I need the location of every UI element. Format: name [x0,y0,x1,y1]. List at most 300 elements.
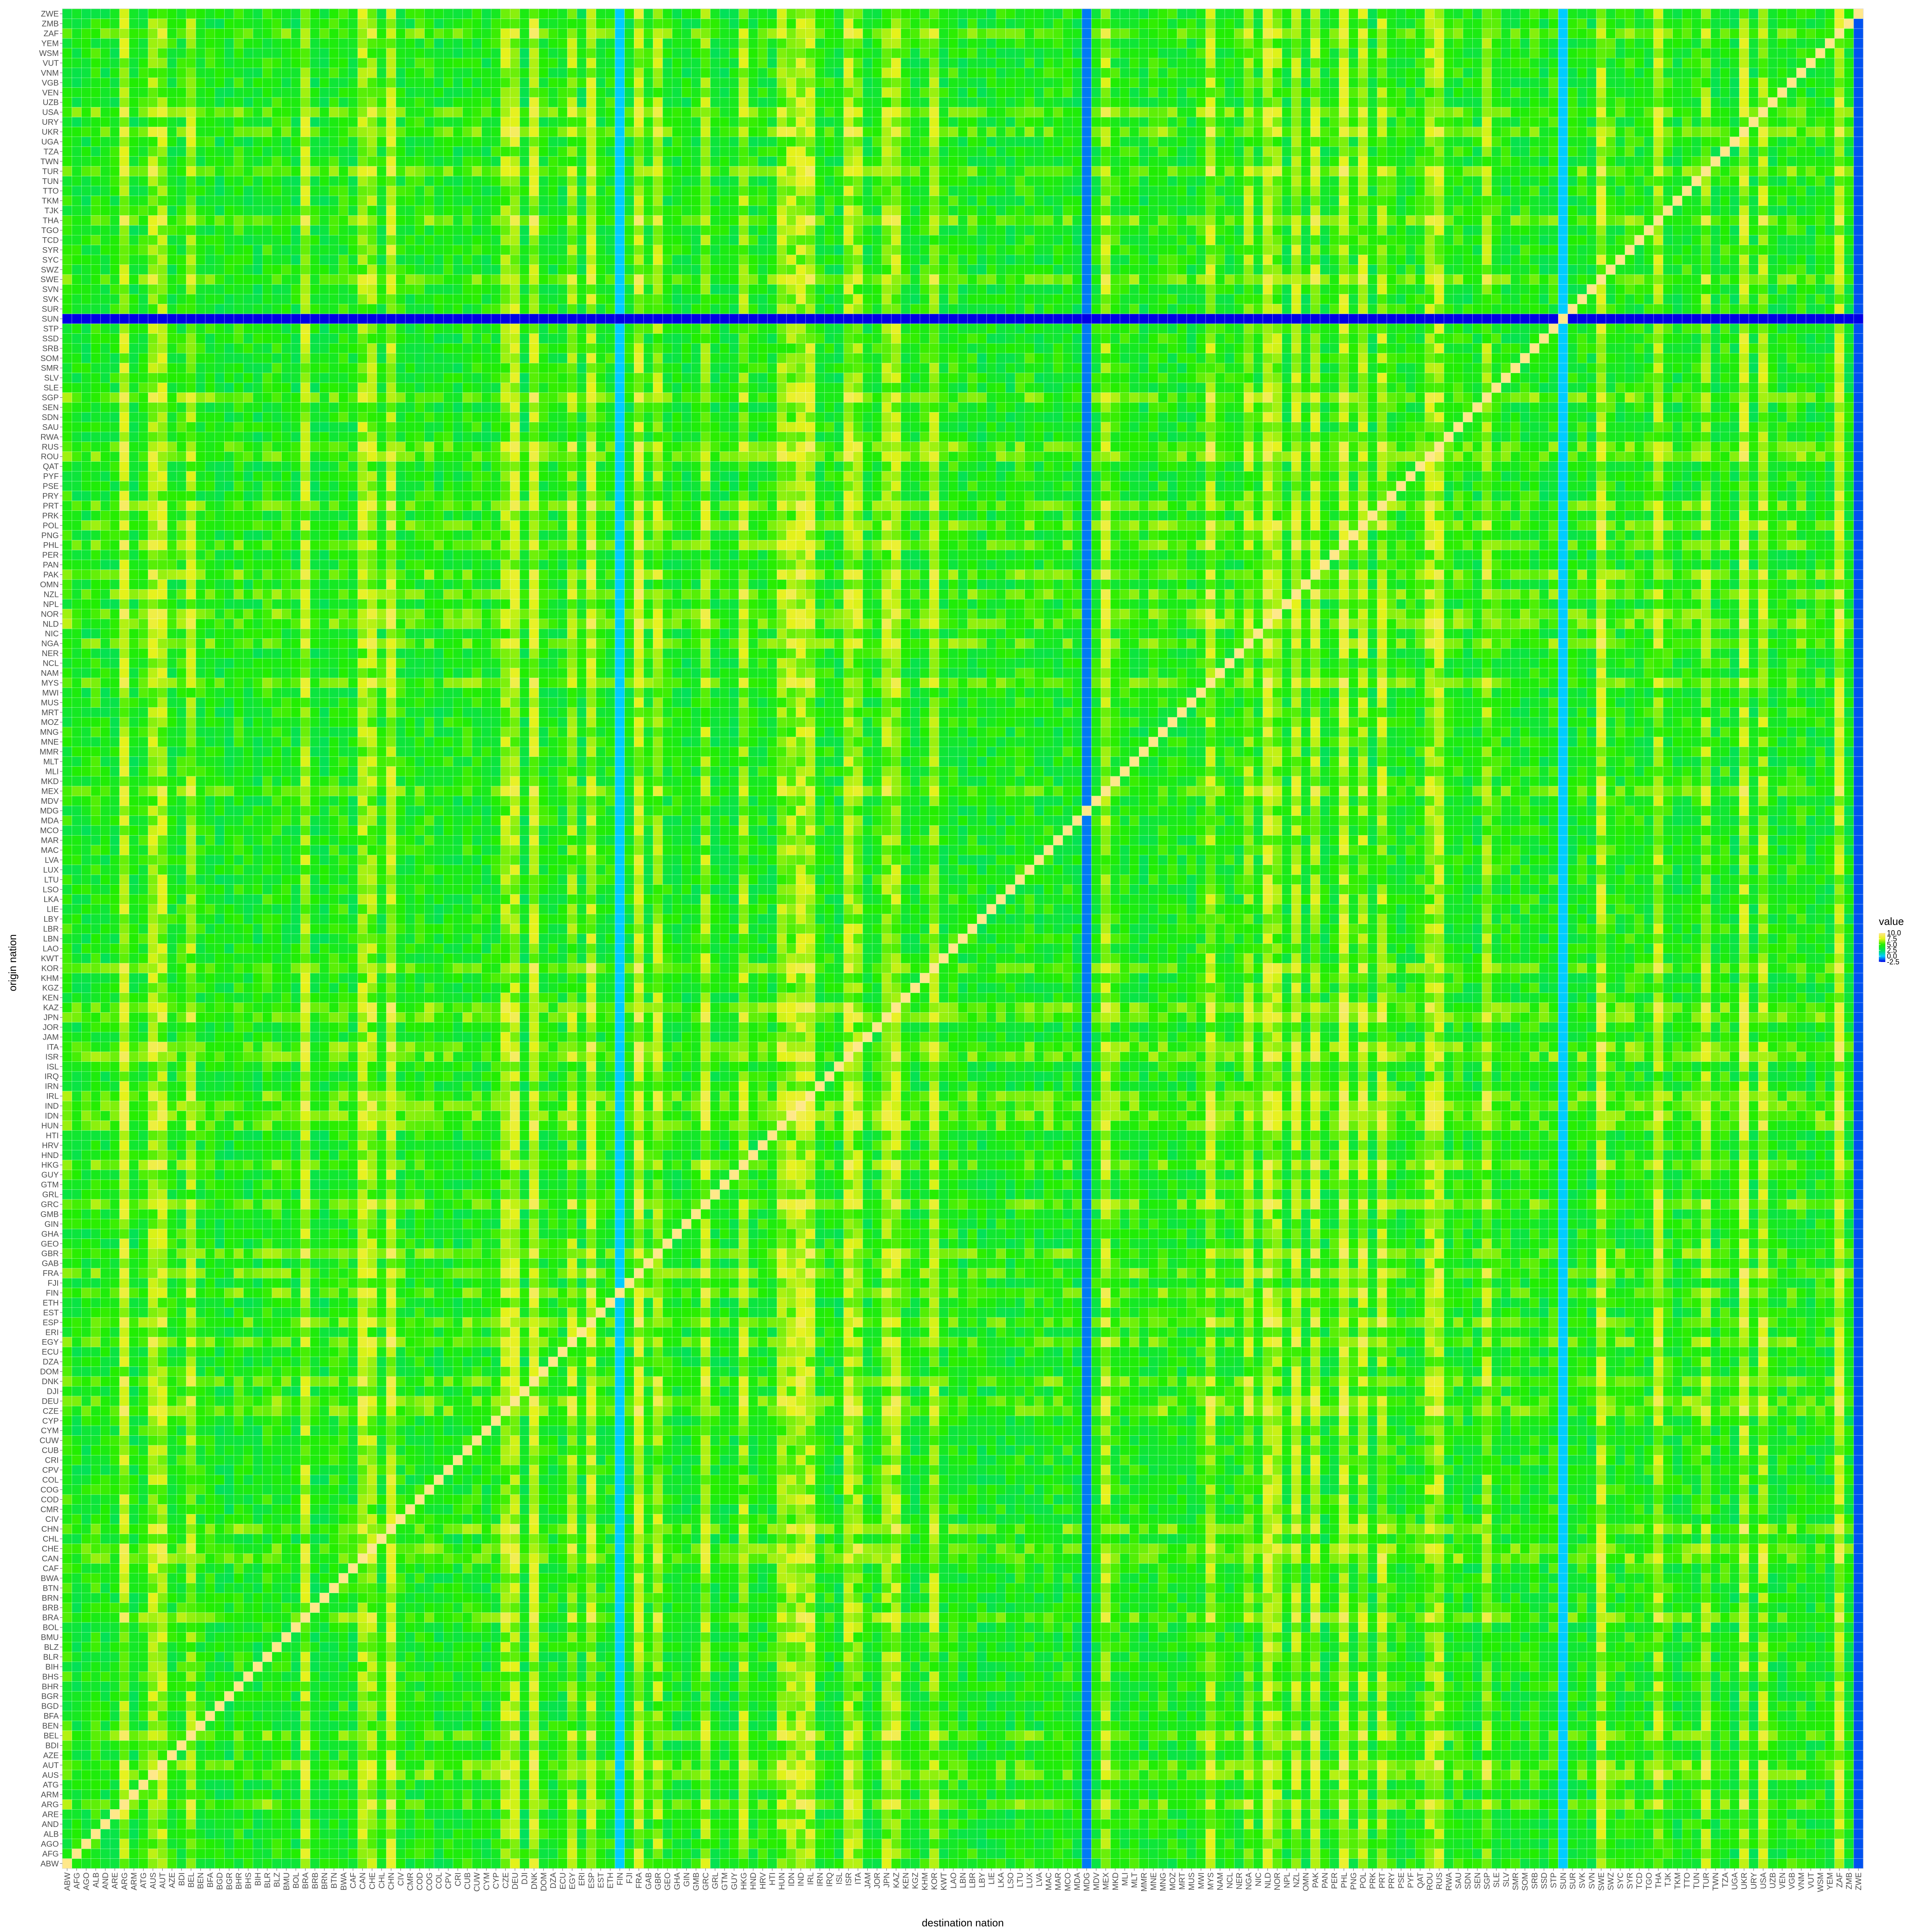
heatmap-cell [872,1829,882,1839]
heatmap-cell [691,1829,701,1839]
heatmap-cell [1234,1790,1244,1799]
heatmap-cell [1835,1760,1844,1770]
heatmap-cell [1158,1790,1168,1799]
heatmap-cell [920,1701,929,1711]
heatmap-cell [1653,1701,1663,1711]
heatmap-cell [548,1622,558,1632]
heatmap-cell [405,1632,415,1642]
heatmap-cell [825,1800,834,1809]
heatmap-cell [768,1603,777,1612]
heatmap-cell [158,1819,167,1829]
heatmap-cell [920,1829,929,1839]
heatmap-cell [215,1612,225,1622]
heatmap-cell [167,1682,177,1691]
heatmap-cell [415,1711,425,1721]
heatmap-cell [1444,1770,1453,1780]
heatmap-cell [482,1770,491,1780]
heatmap-cell [977,1780,987,1790]
heatmap-cell [1225,1662,1234,1672]
heatmap-cell [81,1740,91,1750]
heatmap-cell [1625,1809,1635,1819]
heatmap-cell [834,1760,844,1770]
heatmap-cell [81,1780,91,1790]
heatmap-cell [1272,1859,1282,1868]
heatmap-cell [1425,1642,1435,1652]
heatmap-cell [196,1682,205,1691]
heatmap-cell [996,1780,1006,1790]
heatmap-cell [948,1790,958,1799]
heatmap-cell [682,1740,691,1750]
heatmap-cell [1177,1809,1187,1819]
heatmap-cell [910,1809,920,1819]
heatmap-cell [720,1829,729,1839]
heatmap-cell [205,1780,215,1790]
heatmap-cell [1711,1760,1720,1770]
heatmap-cell [1492,1691,1501,1701]
heatmap-cell [1577,1612,1587,1622]
heatmap-cell [977,1760,987,1770]
heatmap-cell [1187,1770,1196,1780]
heatmap-cell [1530,1721,1539,1730]
heatmap-cell [501,1682,510,1691]
heatmap-cell [882,1622,892,1632]
heatmap-cell [1253,1740,1263,1750]
heatmap-cell [1015,1790,1025,1799]
heatmap-cell [615,1721,625,1730]
heatmap-cell [634,1819,644,1829]
heatmap-cell [1196,1652,1206,1662]
heatmap-cell [701,1849,710,1858]
heatmap-cell [1835,1691,1844,1701]
heatmap-cell [1444,1612,1453,1622]
heatmap-cell [1558,1780,1568,1790]
heatmap-cell [1187,1809,1196,1819]
heatmap-cell [1244,1731,1253,1740]
heatmap-cell [1663,1740,1673,1750]
heatmap-cell [472,1691,482,1701]
heatmap-cell [1692,1652,1701,1662]
heatmap-cell [1187,1819,1196,1829]
heatmap-cell [491,1780,501,1790]
heatmap-cell [701,1839,710,1849]
heatmap-cell [987,1672,996,1681]
heatmap-cell [977,1839,987,1849]
heatmap-cell [1739,1859,1749,1868]
heatmap-cell [1063,1731,1073,1740]
heatmap-cell [1358,1760,1368,1770]
heatmap-cell [1215,1711,1225,1721]
heatmap-cell [1835,1809,1844,1819]
heatmap-cell [920,1612,929,1622]
heatmap-cell [672,1770,682,1780]
heatmap-cell [644,1721,653,1730]
heatmap-cell [634,1731,644,1740]
heatmap-cell [987,1790,996,1799]
heatmap-cell [1549,1711,1558,1721]
heatmap-cell [1377,1800,1387,1809]
heatmap-cell [1253,1662,1263,1672]
heatmap-cell [1472,1711,1482,1721]
heatmap-cell [1673,1750,1682,1760]
heatmap-cell [653,1819,663,1829]
heatmap-cell [1673,1662,1682,1672]
heatmap-cell [1415,1750,1425,1760]
heatmap-cell [615,1839,625,1849]
heatmap-cell [968,1672,977,1681]
heatmap-cell [253,1829,262,1839]
heatmap-cell [844,1672,853,1681]
heatmap-cell [1472,1839,1482,1849]
heatmap-cell [805,1642,815,1652]
heatmap-cell [586,1731,596,1740]
heatmap-cell [558,1642,568,1652]
heatmap-cell [138,1662,148,1672]
heatmap-cell [758,1632,768,1642]
heatmap-cell [605,1849,615,1858]
heatmap-cell [91,1780,101,1790]
heatmap-cell [1472,1760,1482,1770]
heatmap-cell [558,1819,568,1829]
heatmap-cell [910,1612,920,1622]
heatmap-cell [196,1809,205,1819]
heatmap-cell [853,1711,863,1721]
heatmap-cell [434,1750,444,1760]
heatmap-cell [72,1721,82,1730]
heatmap-cell [91,1652,101,1662]
heatmap-cell [605,1721,615,1730]
heatmap-cell [1749,1672,1759,1681]
heatmap-cell [910,1819,920,1829]
heatmap-cell [386,1682,396,1691]
heatmap-cell [1444,1632,1453,1642]
heatmap-cell [329,1672,339,1681]
heatmap-cell [691,1731,701,1740]
heatmap-cell [1739,1691,1749,1701]
heatmap-cell [1530,1740,1539,1750]
heatmap-cell [825,1809,834,1819]
heatmap-cell [1358,1839,1368,1849]
heatmap-cell [948,1770,958,1780]
heatmap-cell [1063,1701,1073,1711]
heatmap-cell [1063,1829,1073,1839]
heatmap-cell [1120,1750,1130,1760]
heatmap-cell [1520,1721,1530,1730]
heatmap-cell [1415,1682,1425,1691]
heatmap-cell [1110,1770,1120,1780]
heatmap-cell [1796,1819,1806,1829]
heatmap-cell [1149,1770,1158,1780]
heatmap-cell [529,1662,539,1672]
heatmap-cell [577,1800,586,1809]
heatmap-cell [1358,1731,1368,1740]
heatmap-cell [596,1612,606,1622]
heatmap-cell [1063,1740,1073,1750]
heatmap-cell [1596,1632,1606,1642]
heatmap-cell [1663,1760,1673,1770]
heatmap-cell [1635,1662,1644,1672]
heatmap-cell [253,1642,262,1652]
heatmap-cell [758,1790,768,1799]
heatmap-cell [1568,1849,1577,1858]
heatmap-cell [1177,1711,1187,1721]
heatmap-cell [1234,1819,1244,1829]
heatmap-cell [1759,1682,1768,1691]
heatmap-cell [977,1622,987,1632]
heatmap-cell [310,1652,320,1662]
heatmap-cell [482,1652,491,1662]
heatmap-cell [1206,1740,1216,1750]
heatmap-cell [1653,1839,1663,1849]
heatmap-cell [386,1691,396,1701]
heatmap-cell [872,1750,882,1760]
heatmap-cell [1777,1760,1787,1770]
heatmap-cell [1168,1800,1177,1809]
heatmap-cell [834,1721,844,1730]
heatmap-cell [1015,1839,1025,1849]
heatmap-cell [120,1622,129,1632]
heatmap-cell [234,1790,244,1799]
heatmap-cell [1625,1760,1635,1770]
heatmap-cell [653,1603,663,1612]
heatmap-cell [539,1800,549,1809]
heatmap-cell [1835,1819,1844,1829]
heatmap-cell [644,1760,653,1770]
heatmap-cell [329,1711,339,1721]
heatmap-cell [138,1701,148,1711]
heatmap-cell [882,1770,892,1780]
heatmap-cell [1606,1849,1616,1858]
heatmap-cell [910,1642,920,1652]
heatmap-cell [215,1760,225,1770]
heatmap-cell [1539,1829,1549,1839]
heatmap-cell [1596,1809,1606,1819]
heatmap-cell [72,1682,82,1691]
heatmap-cell [472,1642,482,1652]
heatmap-cell [1339,1662,1349,1672]
heatmap-cell [1206,1662,1216,1672]
heatmap-cell [262,1849,272,1858]
heatmap-cell [320,1721,329,1730]
heatmap-cell [1549,1701,1558,1711]
heatmap-cell [1139,1682,1149,1691]
heatmap-cell [853,1770,863,1780]
heatmap-cell [1292,1642,1301,1652]
heatmap-cell [1720,1662,1730,1672]
heatmap-cell [815,1721,825,1730]
heatmap-cell [1844,1632,1854,1642]
heatmap-cell [958,1859,968,1868]
heatmap-cell [367,1849,377,1858]
heatmap-cell [310,1800,320,1809]
heatmap-cell [1406,1701,1416,1711]
heatmap-cell [1606,1711,1616,1721]
heatmap-cell [1739,1780,1749,1790]
heatmap-cell [1092,1740,1101,1750]
heatmap-cell [1635,1750,1644,1760]
heatmap-cell [1234,1809,1244,1819]
heatmap-cell [1730,1790,1740,1799]
heatmap-cell [1072,1849,1082,1858]
heatmap-cell [1034,1622,1044,1632]
heatmap-cell [1492,1721,1501,1730]
heatmap-cell [929,1740,939,1750]
heatmap-cell [1206,1672,1216,1681]
heatmap-cell [1701,1691,1711,1701]
heatmap-cell [1187,1652,1196,1662]
heatmap-cell [1139,1780,1149,1790]
heatmap-cell [1272,1721,1282,1730]
heatmap-cell [996,1849,1006,1858]
heatmap-cell [1272,1682,1282,1691]
heatmap-cell [1844,1780,1854,1790]
heatmap-cell [1596,1819,1606,1829]
heatmap-cell [815,1780,825,1790]
heatmap-cell [834,1819,844,1829]
heatmap-cell [234,1859,244,1868]
heatmap-cell [568,1652,577,1662]
heatmap-cell [1501,1632,1511,1642]
heatmap-cell [1730,1632,1740,1642]
heatmap-cell [91,1642,101,1652]
heatmap-cell [958,1711,968,1721]
heatmap-cell [863,1800,872,1809]
heatmap-cell [910,1780,920,1790]
heatmap-cell [1568,1691,1577,1701]
heatmap-cell [1272,1740,1282,1750]
heatmap-cell [1320,1721,1330,1730]
heatmap-cell [462,1819,472,1829]
heatmap-cell [1292,1701,1301,1711]
heatmap-cell [1492,1849,1501,1858]
heatmap-cell [358,1662,367,1672]
heatmap-cell [901,1790,910,1799]
heatmap-cell [1673,1839,1682,1849]
heatmap-cell [672,1691,682,1701]
heatmap-cell [1253,1780,1263,1790]
heatmap-cell [1263,1819,1273,1829]
heatmap-cell [1463,1770,1473,1780]
heatmap-cell [1806,1662,1816,1672]
heatmap-cell [996,1859,1006,1868]
heatmap-cell [1015,1809,1025,1819]
heatmap-cell [120,1859,129,1868]
heatmap-cell [1854,1721,1863,1730]
heatmap-cell [1215,1731,1225,1740]
heatmap-cell [1730,1652,1740,1662]
heatmap-cell [1492,1780,1501,1790]
heatmap-cell [720,1809,729,1819]
heatmap-cell [377,1740,386,1750]
heatmap-cell [739,1662,749,1672]
heatmap-cell [320,1819,329,1829]
heatmap-cell [987,1829,996,1839]
heatmap-cell [1701,1731,1711,1740]
heatmap-cell [138,1711,148,1721]
heatmap-cell [691,1750,701,1760]
heatmap-cell [901,1731,910,1740]
heatmap-cell [1587,1632,1597,1642]
heatmap-cell [768,1701,777,1711]
heatmap-cell [177,1701,186,1711]
heatmap-cell [1435,1612,1444,1622]
heatmap-cell [1320,1790,1330,1799]
heatmap-cell [1711,1740,1720,1750]
heatmap-cell [339,1760,348,1770]
heatmap-cell [1644,1612,1654,1622]
heatmap-cell [920,1800,929,1809]
heatmap-cell [510,1829,520,1839]
heatmap-cell [1730,1612,1740,1622]
heatmap-cell [501,1790,510,1799]
heatmap-cell [244,1652,253,1662]
heatmap-cell [682,1691,691,1701]
heatmap-cell [396,1701,406,1711]
heatmap-cell [1234,1642,1244,1652]
heatmap-cell [510,1691,520,1701]
heatmap-cell [844,1691,853,1701]
heatmap-cell [872,1662,882,1672]
heatmap-cell [691,1740,701,1750]
heatmap-cell [244,1731,253,1740]
heatmap-cell [1825,1829,1835,1839]
heatmap-cell [987,1731,996,1740]
heatmap-cell [586,1672,596,1681]
heatmap-cell [825,1642,834,1652]
heatmap-cell [1806,1770,1816,1780]
heatmap-cell [1511,1809,1520,1819]
heatmap-cell [882,1839,892,1849]
heatmap-cell [539,1740,549,1750]
heatmap-cell [1349,1701,1358,1711]
heatmap-cell [453,1849,463,1858]
heatmap-cell [358,1740,367,1750]
heatmap-cell [444,1750,453,1760]
heatmap-cell [501,1750,510,1760]
heatmap-cell [1072,1790,1082,1799]
heatmap-cell [1158,1809,1168,1819]
heatmap-cell [1453,1682,1463,1691]
heatmap-cell [1501,1859,1511,1868]
heatmap-cell [158,1731,167,1740]
heatmap-cell [920,1632,929,1642]
heatmap-cell [1435,1829,1444,1839]
heatmap-cell [358,1790,367,1799]
heatmap-cell [710,1790,720,1799]
heatmap-cell [758,1652,768,1662]
heatmap-cell [1311,1701,1320,1711]
heatmap-cell [1711,1691,1720,1701]
heatmap-cell [1539,1632,1549,1642]
heatmap-cell [1635,1809,1644,1819]
heatmap-cell [739,1682,749,1691]
heatmap-cell [262,1790,272,1799]
heatmap-cell [1006,1750,1016,1760]
heatmap-cell [701,1632,710,1642]
heatmap-cell [1425,1859,1435,1868]
heatmap-cell [729,1790,739,1799]
heatmap-cell [1358,1691,1368,1701]
heatmap-cell [558,1721,568,1730]
heatmap-cell [568,1790,577,1799]
heatmap-cell [920,1849,929,1858]
heatmap-cell [777,1672,786,1681]
heatmap-cell [929,1622,939,1632]
heatmap-cell [272,1622,282,1632]
heatmap-cell [1482,1721,1492,1730]
heatmap-cell [1625,1701,1635,1711]
heatmap-cell [425,1721,434,1730]
heatmap-cell [1177,1662,1187,1672]
